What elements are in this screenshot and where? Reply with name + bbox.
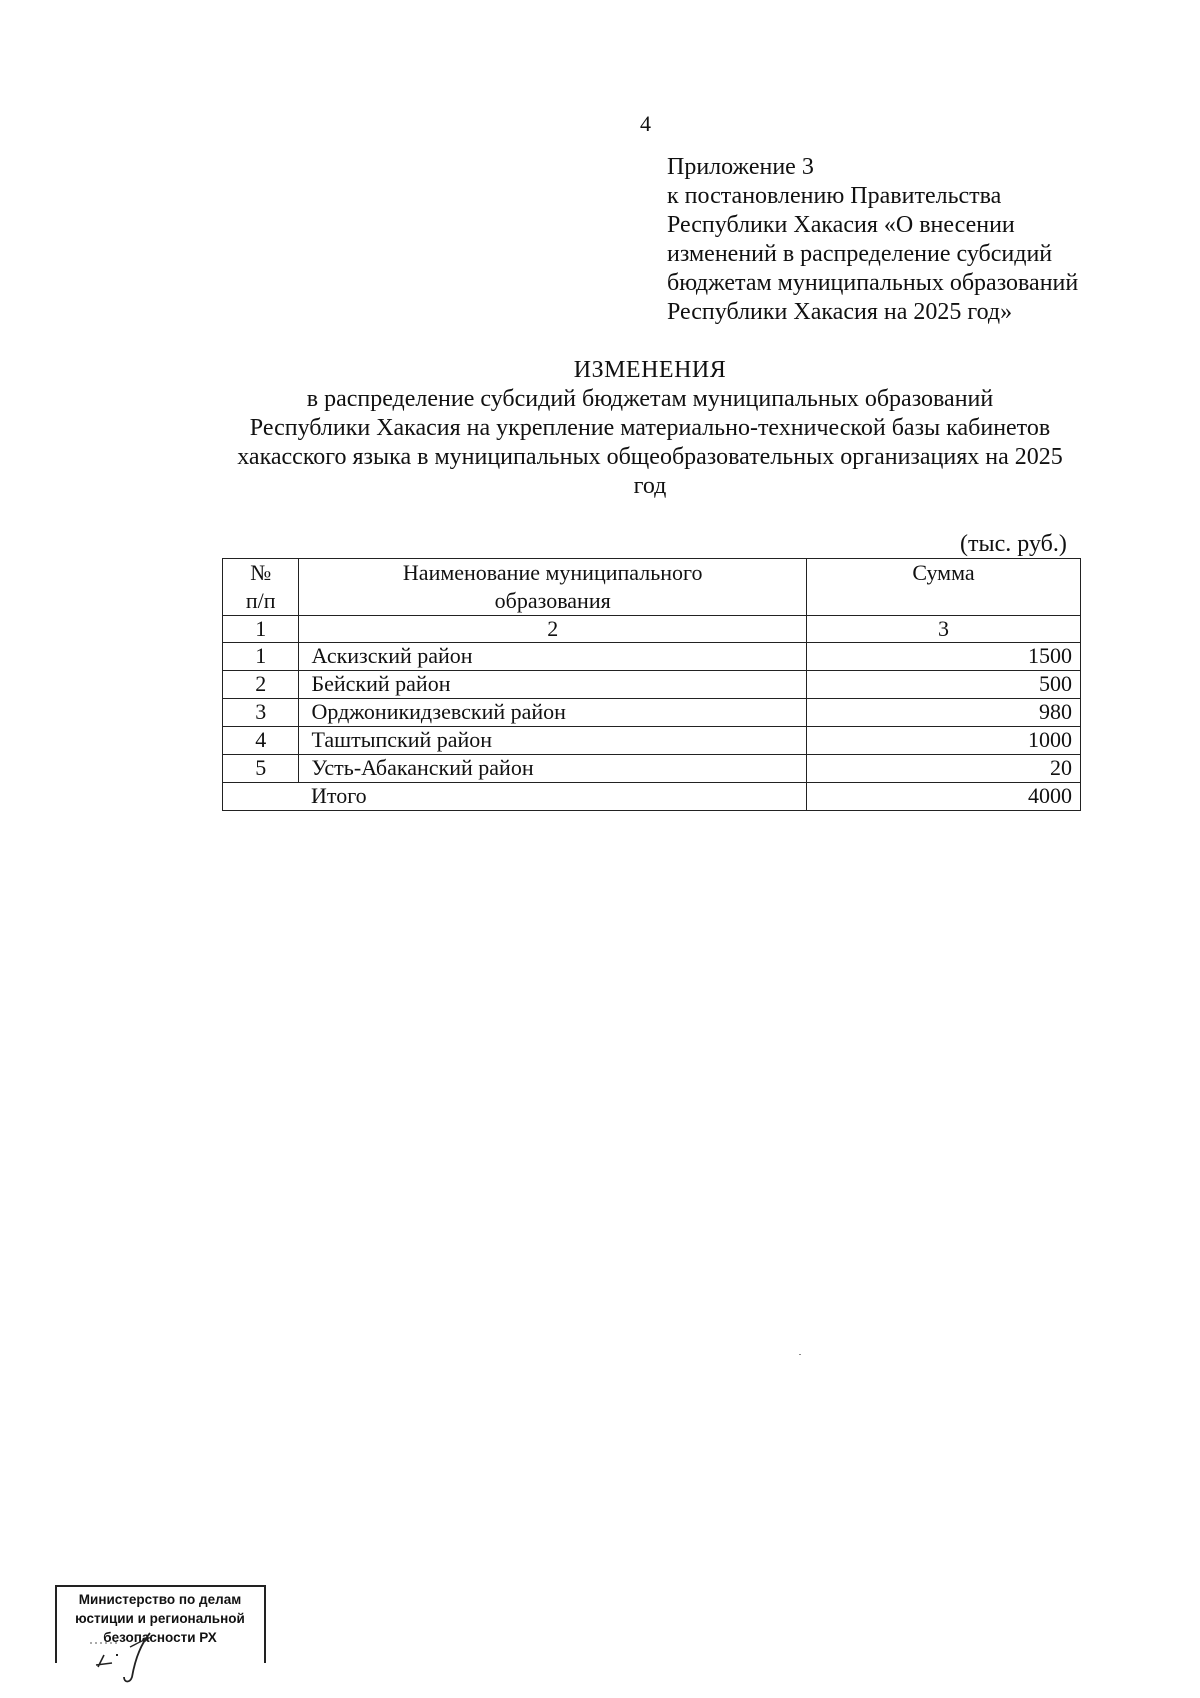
- total-row: [223, 783, 1081, 811]
- stamp-line: безопасности РХ: [103, 1630, 217, 1645]
- document-heading: [190, 355, 1110, 501]
- row-number: 1: [223, 643, 299, 671]
- column-number: 2: [299, 616, 806, 643]
- subtitle-line: в распределение субсидий бюджетам муниципальных образований: [306, 386, 994, 412]
- subtitle-line: Республики Хакасия на укрепление материально-технической базы кабинетов: [249, 415, 1051, 441]
- header-number-line1: №: [250, 560, 272, 585]
- row-name: Таштыпский район: [299, 727, 806, 755]
- header-sum-label: Сумма: [912, 560, 975, 585]
- row-sum: 980: [806, 699, 1080, 727]
- header-name: [299, 559, 806, 616]
- row-number: 5: [223, 755, 299, 783]
- header-name-line2: образования: [494, 588, 611, 613]
- annex-line: изменений в распределение субсидий: [667, 241, 1053, 267]
- row-number: 3: [223, 699, 299, 727]
- row-number: 2: [223, 671, 299, 699]
- annex-line: Республики Хакасия «О внесении: [667, 212, 1015, 238]
- units-label: (тыс. руб.): [960, 531, 1067, 557]
- signature-icon: [90, 1625, 180, 1685]
- annex-line: бюджетам муниципальных образований: [667, 270, 1079, 296]
- header-number: [223, 559, 299, 616]
- table-row: [223, 643, 1081, 671]
- row-name: Бейский район: [299, 671, 806, 699]
- table-row: [223, 671, 1081, 699]
- row-name: Усть-Абаканский район: [299, 755, 806, 783]
- total-sum: 4000: [806, 783, 1080, 811]
- row-sum: 500: [806, 671, 1080, 699]
- column-number: 3: [806, 616, 1080, 643]
- scan-speck: [799, 1354, 801, 1355]
- document-subtitle: [190, 385, 1110, 501]
- header-name-line1: Наименование муниципального: [402, 560, 703, 585]
- column-number-row: [223, 616, 1081, 643]
- row-sum: 1000: [806, 727, 1080, 755]
- table-row: [223, 727, 1081, 755]
- total-label: Итого: [299, 783, 806, 811]
- column-number: 1: [223, 616, 299, 643]
- stamp-line: юстиции и региональной: [75, 1611, 245, 1626]
- total-number-cell: [223, 783, 299, 811]
- subtitle-line: год: [633, 473, 667, 499]
- row-name: Орджоникидзевский район: [299, 699, 806, 727]
- annex-line: Приложение 3: [667, 154, 814, 180]
- stamp-line: Министерство по делам: [78, 1592, 242, 1607]
- header-sum: [806, 559, 1080, 616]
- row-sum: 1500: [806, 643, 1080, 671]
- annex-line: Республики Хакасия на 2025 год»: [667, 299, 1013, 325]
- table-header-row: [223, 559, 1081, 616]
- table-row: [223, 699, 1081, 727]
- document-title: ИЗМЕНЕНИЯ: [573, 357, 727, 383]
- subsidy-table: [222, 558, 1081, 811]
- page-number: 4: [640, 111, 651, 136]
- row-name: Аскизский район: [299, 643, 806, 671]
- header-number-line2: п/п: [245, 588, 276, 613]
- row-number: 4: [223, 727, 299, 755]
- table-row: [223, 755, 1081, 783]
- annex-block: [667, 153, 1187, 327]
- annex-line: к постановлению Правительства: [667, 183, 1002, 209]
- subtitle-line: хакасского языка в муниципальных общеобразовательных организациях на 2025: [237, 444, 1063, 470]
- row-sum: 20: [806, 755, 1080, 783]
